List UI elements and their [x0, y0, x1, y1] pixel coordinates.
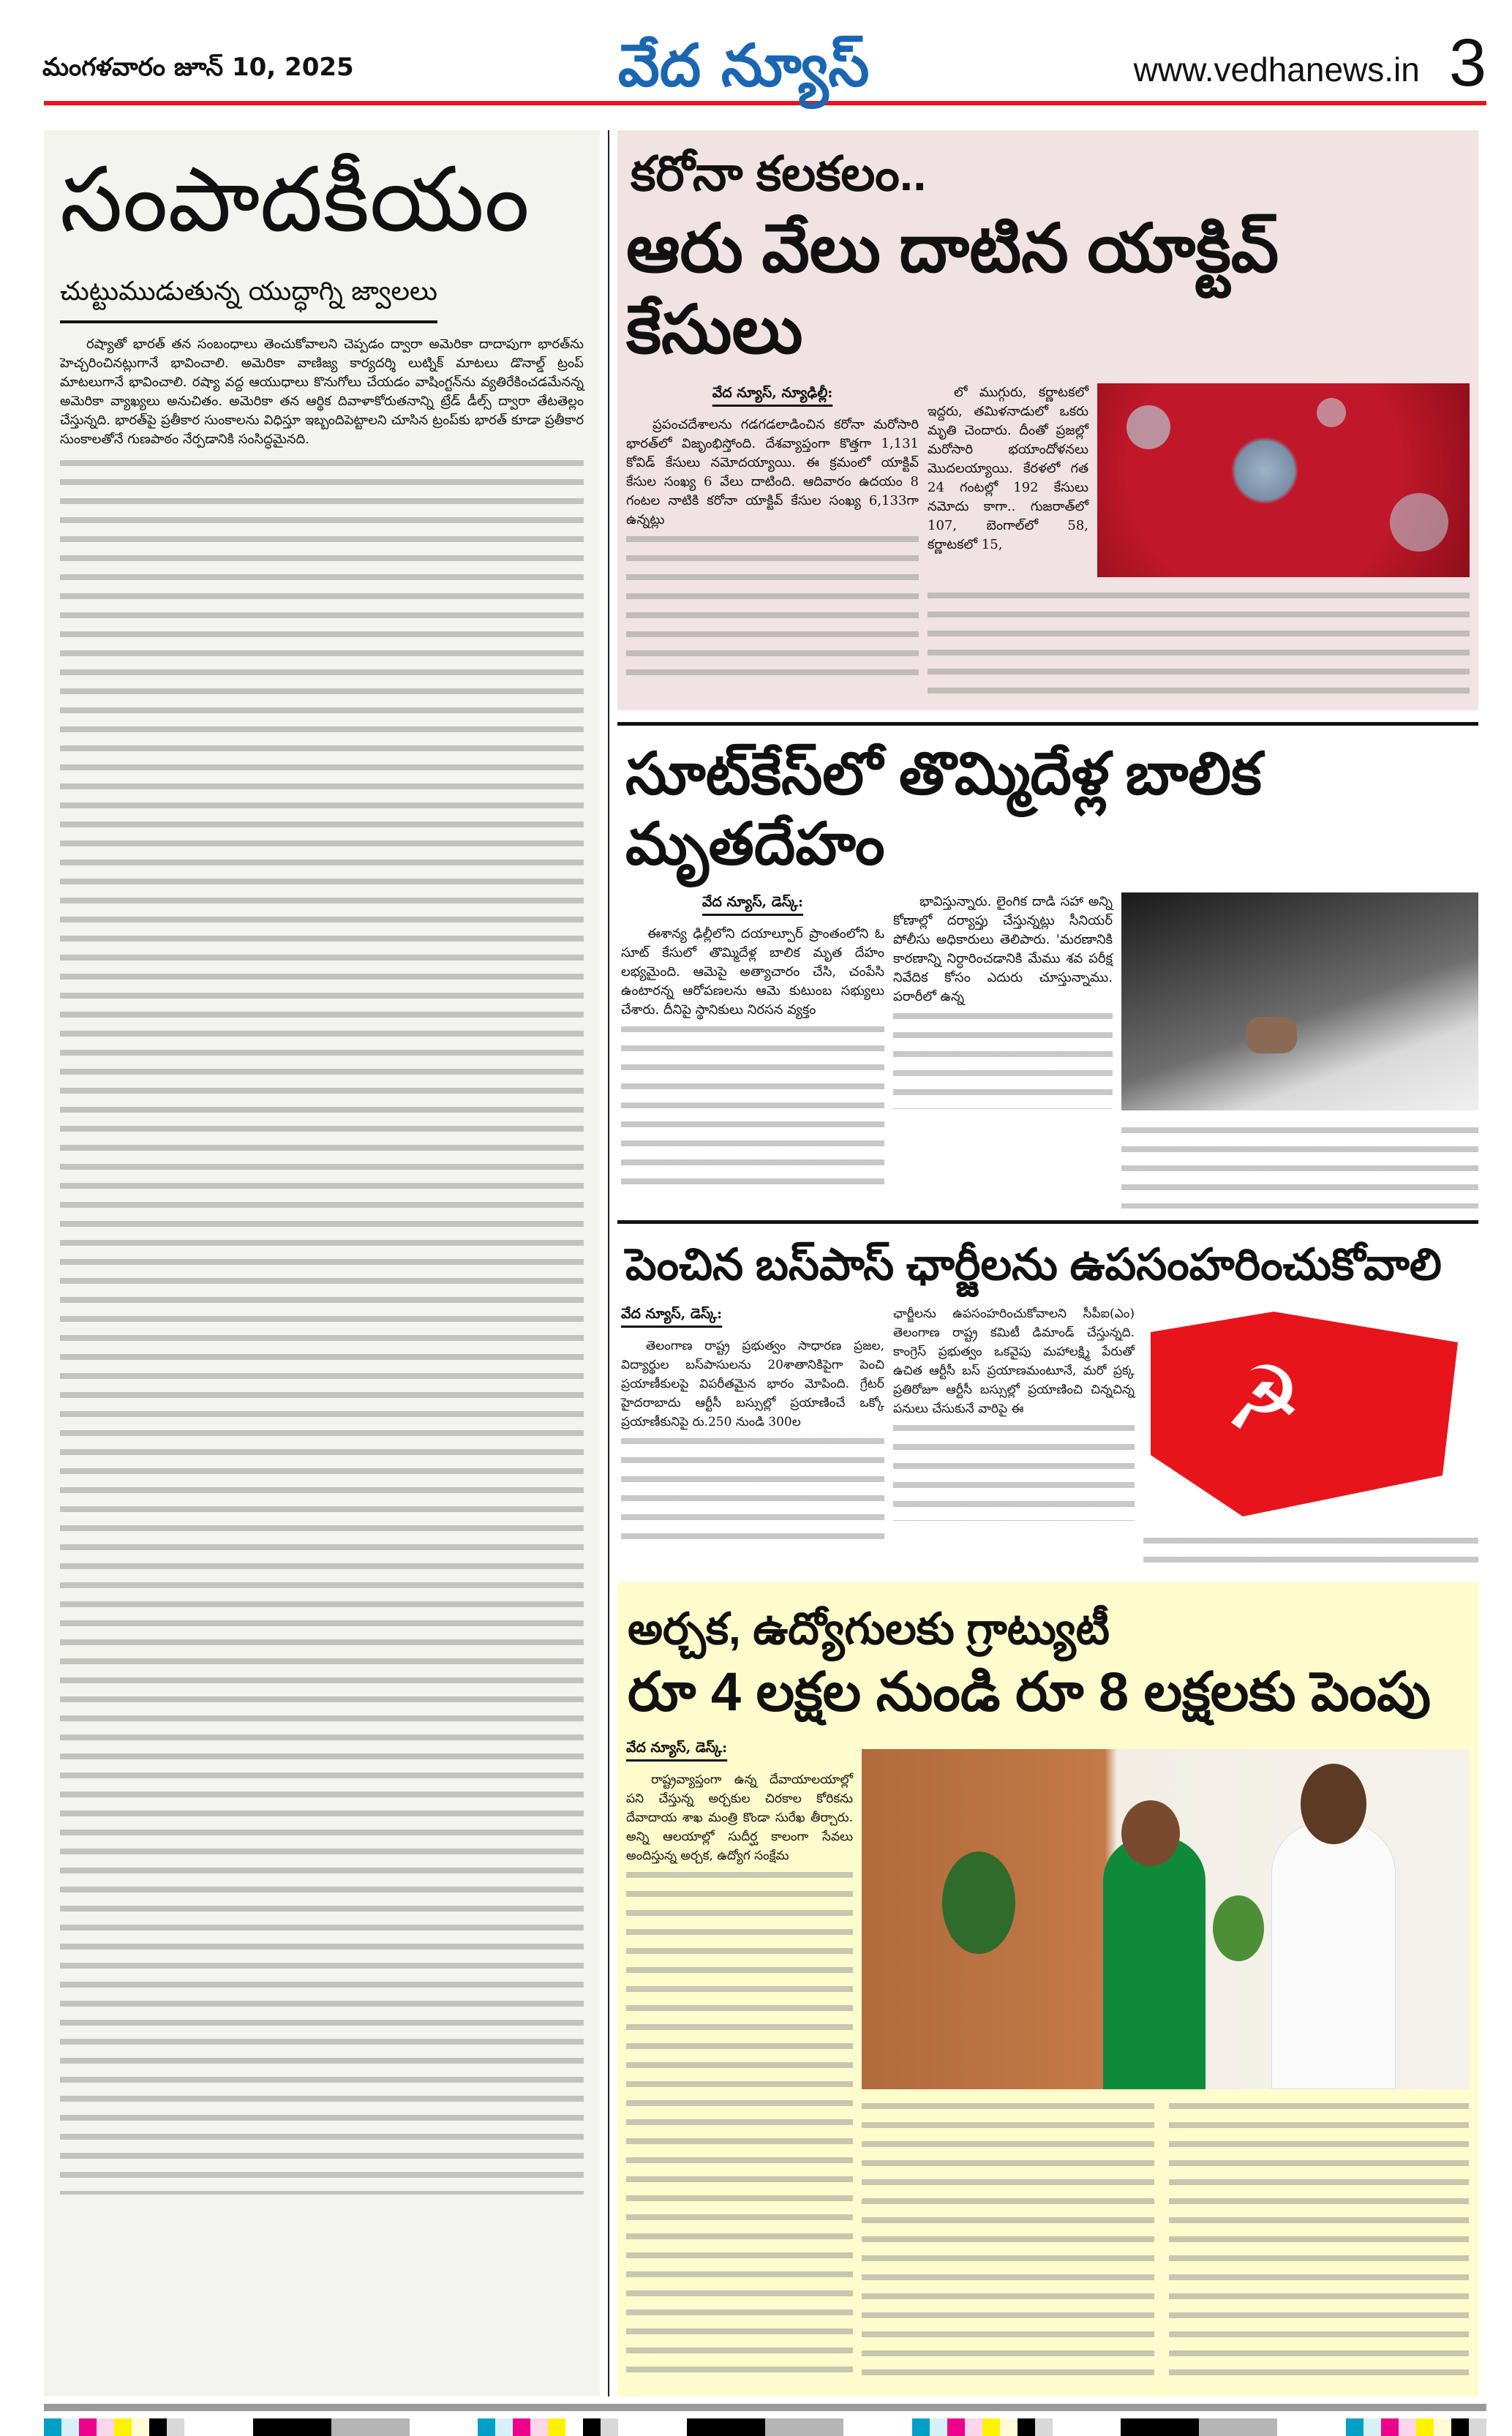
editorial-column — [44, 130, 600, 2396]
registration-block — [687, 2418, 843, 2436]
article-kicker: అర్చక, ఉద్యోగులకు గ్రాట్యుటీ — [628, 1604, 1110, 1653]
header-rule — [44, 101, 1486, 105]
article-headline-suitcase: సూట్‌కేస్‌లో తొమ్మిదేళ్ల బాలిక మృతదేహం — [625, 740, 1262, 876]
color-registration-bar — [44, 2418, 184, 2436]
byline: వేద న్యూస్, డెస్క్: — [626, 1739, 728, 1756]
registration-block — [253, 2418, 410, 2436]
article-body — [626, 1738, 853, 2382]
coronavirus-image — [1097, 383, 1470, 577]
color-registration-bar — [478, 2418, 618, 2436]
paragraph: భావిస్తున్నారు. లైంగిక దాడి సహా అన్ని కోణాల్లో దర్యాప్తు చేస్తున్నట్లు సీనియర్ పోలీసు అధికారులు తెలిపారు. 'మరణానికి కారణాన్ని నిర్ధారించడానికి మేము శవ పరీక్ష నివేదిక కోసం ఎదురు చూస్తున్నాము. పరారీలో ఉన్న — [893, 893, 1113, 1004]
paragraph: ప్రపంచదేశాలను గడగడలాడించిన కరోనా మరోసారి భారత్‌లో విజృంభిస్తోంది. దేశవ్యాప్తంగా కొత్తగా 1,131 కోవిడ్ కేసులు నమోదయ్యాయి. ఈ క్రమంలో యాక్టివ్ కేసుల సంఖ్య 6 వేలు దాటింది. ఆదివారం ఉదయం 8 గంటల నాటికి కరోనా యాక్టివ్ కేసుల సంఖ్య 6,133గా ఉన్నట్లు — [626, 416, 919, 527]
article-body-col2 — [928, 383, 1088, 577]
article-body-suitcase-col2 — [893, 892, 1113, 1208]
editorial-body — [60, 335, 584, 449]
paragraph: లో ముగ్గురు, కర్ణాటకలో ఇద్దరు, తమిళనాడులో ఒకరు మృతి చెందారు. దీంతో ప్రజల్లో మరోసారి భయాందోళనలు మొదలయ్యాయి. కేరళలో గత 24 గంటల్లో 192 కేసులు నమోదు కాగా.. గుజరాత్‌లో 107, బెంగాల్‌లో 58, కర్ణాటకలో 15, — [928, 384, 1088, 552]
section-rule — [617, 722, 1478, 726]
paragraph: ఛార్జీలను ఉపసంహరించుకోవాలని సీపీఐ(ఎం) తెలంగాణ రాష్ట్ర కమిటీ డిమాండ్ చేస్తున్నది. కాంగ్రెస్ ప్రభుత్వం ఒకవైపు మహాలక్ష్మి పేరుతో ఉచిత ఆర్టీసీ బస్ ప్రయాణమంటూనే, మరో ప్రక్క ప్రతిరోజూ ఆర్టీసీ బస్సుల్లో ప్రయాణించి చిన్నచిన్న పనులు చేసుకునే వారిపై ఈ — [893, 1306, 1135, 1416]
byline: వేద న్యూస్, డెస్క్: — [702, 893, 804, 910]
color-registration-bar — [912, 2418, 1053, 2436]
editorial-paragraph: రష్యాతో భారత్ తన సంబంధాలు తెంచుకోవాలని చెప్పడం ద్వారా అమెరికా దాదాపుగా భారత్‌ను హెచ్చరించినట్లుగానే భావించాలి. అమెరికా వాణిజ్య కార్యదర్శి లుట్నిక్ మాటలు డొనాల్డ్ ట్రంప్ మాటలుగానే భావించాలి. రష్యా వద్ద ఆయుధాలు కొనుగోలు చేయడం వాషింగ్టన్‌ను వ్యతిరేకించడమేనన్న అమెరికా వ్యాఖ్యలు అనుచితం. అమెరికా తన ఆర్థిక దివాళాకోరుతనాన్ని ట్రేడ్ డీల్స్ ద్వారా తేటతెల్లం చేస్తున్నది. భారత్‌పై ప్రతీకార సుంకాలను విధిస్తూ ఇబ్బందిపెట్టాలని చూసిన ట్రంప్‌కు భారత్ కూడా ప్రతీకార సుంకాలతోనే గుణపాఠం నేర్పడానికి సంసిద్ధమైనది. — [60, 337, 584, 447]
hammer-sickle-icon: ☭ — [1224, 1347, 1303, 1450]
footer-rule — [44, 2404, 1486, 2411]
paragraph: రాష్ట్రవ్యాప్తంగా ఉన్న దేవాయాలయాల్లో పని చేస్తున్న అర్చకుల చిరకాల కోరికను దేవాదాయ శాఖ మంత్రి కొండా సురేఖ తీర్చారు. అన్ని ఆలయాల్లో సుదీర్ఘ కాలంగా సేవలు అందిస్తున్న అర్చక, ఉద్యోగ సంక్షేమ — [626, 1772, 853, 1863]
color-registration-bar — [1346, 2418, 1486, 2436]
paragraph: ఈశాన్య ఢిల్లీలోని దయాల్పూర్ ప్రాంతంలోని ఓ సూట్ కేసులో తొమ్మిదేళ్ల బాలిక మృత దేహం లభ్యమైంది. ఆమెపై అత్యాచారం చేసి, చంపేసి ఉంటారన్న ఆరోపణలను ఆమె కుటుంబ సభ్యులు చేశారు. దీనిపై స్థానికులు నిరసన వ్యక్తం — [621, 925, 884, 1018]
website-link[interactable]: www.vedhanews.in — [1133, 50, 1420, 89]
article-body-suitcase — [621, 892, 884, 1208]
crime-scene-photo — [1121, 892, 1478, 1110]
editorial-text-continuation — [60, 454, 584, 2195]
article-corona — [617, 130, 1478, 710]
masthead — [42, 26, 1486, 100]
article-headline: ఆరు వేలు దాటిన యాక్టివ్ కేసులు — [626, 211, 1279, 367]
article-text-continuation — [1121, 1121, 1478, 1208]
newspaper-logo: వేద న్యూస్ — [617, 31, 870, 99]
article-gratuity — [617, 1582, 1478, 2396]
section-rule — [617, 1220, 1478, 1224]
article-text-continuation — [862, 2097, 1154, 2382]
cpim-flag-image — [1143, 1304, 1478, 1524]
issue-date: మంగళవారం జూన్ 10, 2025 — [42, 53, 354, 82]
article-kicker: కరోనా కలకలం.. — [631, 146, 927, 200]
column-divider — [608, 130, 609, 2396]
minister-photo — [862, 1749, 1470, 2089]
article-headline: రూ 4 లక్షల నుండి రూ 8 లక్షలకు పెంపు — [628, 1661, 1432, 1722]
article-headline-buspass: పెంచిన బస్‌పాస్ ఛార్జీలను ఉపసంహరించుకోవాలి — [625, 1239, 1442, 1289]
article-body-buspass — [621, 1304, 884, 1568]
article-text-continuation — [1143, 1531, 1478, 1568]
page-number: 3 — [1448, 26, 1486, 100]
article-text-continuation — [1169, 2097, 1469, 2382]
article-body — [626, 383, 919, 696]
editorial-headline: చుట్టుముడుతున్న యుద్ధాగ్ని జ్వాలలు — [60, 277, 437, 323]
editorial-section-title: సంపాదకీయం — [60, 148, 530, 252]
article-text-continuation — [928, 586, 1470, 696]
registration-block — [1121, 2418, 1277, 2436]
article-body-buspass-col2 — [893, 1304, 1135, 1568]
byline: వేద న్యూస్, న్యూఢిల్లీ: — [712, 384, 833, 401]
paragraph: తెలంగాణ రాష్ట్ర ప్రభుత్వం సాధారణ ప్రజల, విద్యార్థుల బస్‌పాసులను 20శాతానికిపైగా పెంచి ప్రయాణీకులపై విపరీతమైన భారం మోపింది. గ్రేటర్ హైదరాబాదు ఆర్టీసీ బస్సుల్లో ప్రయాణించే ఒక్కో ప్రయాణీకునిపై రు.250 నుండి 300ల — [621, 1338, 884, 1429]
byline: వేద న్యూస్, డెస్క్: — [621, 1305, 723, 1322]
